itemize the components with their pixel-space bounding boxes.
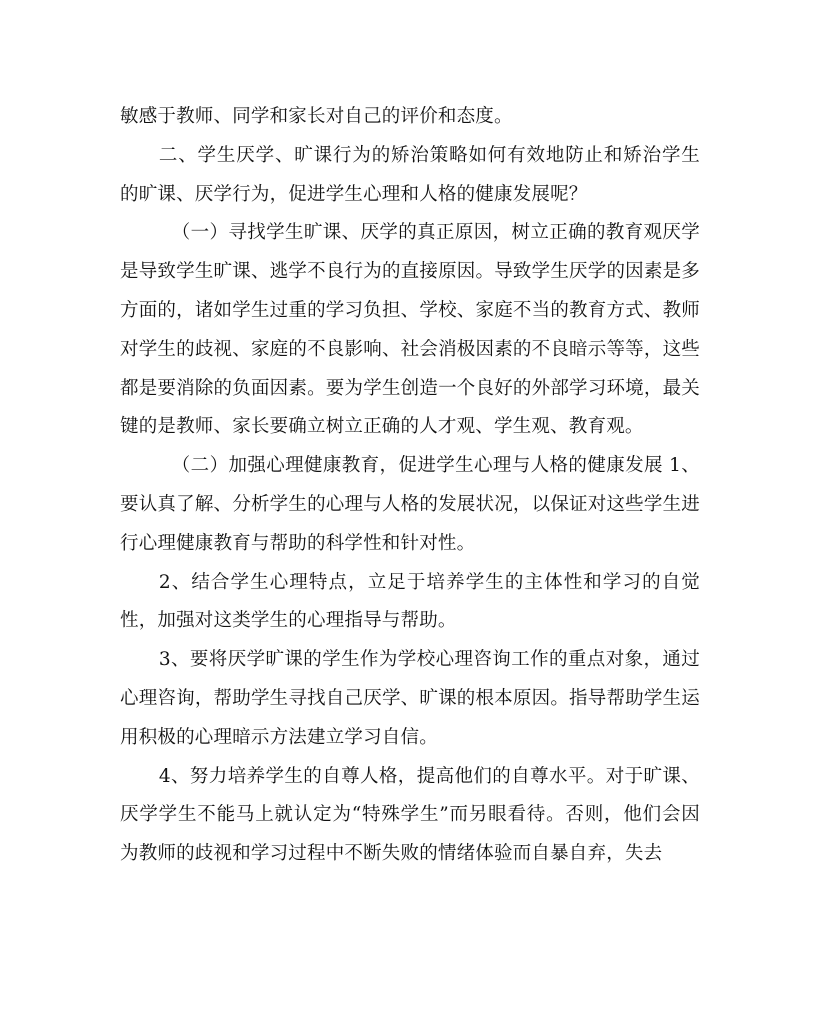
paragraph-section-two-heading: 二、学生厌学、旷课行为的矫治策略如何有效地防止和矫治学生的旷课、厌学行为，促进学生心理和人格的健康发展呢？ xyxy=(120,144,700,205)
paragraph-item-three: 3、要将厌学旷课的学生作为学校心理咨询工作的重点对象，通过心理咨询，帮助学生寻找自己厌学、旷课的根本原因。指导帮助学生运用积极的心理暗示方法建立学习自信。 xyxy=(120,649,700,748)
document-body xyxy=(120,98,700,874)
paragraph-continuation: 敏感于教师、同学和家长对自己的评价和态度。 xyxy=(120,106,513,127)
paragraph-item-four: 4、努力培养学生的自尊人格，提高他们的自尊水平。对于旷课、厌学学生不能马上就认定为“特殊学生”而另眼看待。否则，他们会因为教师的歧视和学习过程中不断失败的情绪体验而自暴自弃，失去 xyxy=(120,765,700,865)
paragraph-item-two: 2、结合学生心理特点，立足于培养学生的主体性和学习的自觉性，加强对这类学生的心理指导与帮助。 xyxy=(120,571,700,632)
paragraph-subsection-one: （一）寻找学生旷课、厌学的真正原因，树立正确的教育观厌学是导致学生旷课、逃学不良行为的直接原因。导致学生厌学的因素是多方面的，诸如学生过重的学习负担、学校、家庭不当的教育方式、教师对学生的歧视、家庭的不良影响、社会消极因素的不良暗示等等，这些都是要消除的负面因素。要为学生创造一个良好的外部学习环境，最关键的是教师、家长要确立树立正确的人才观、学生观、教育观。 xyxy=(120,222,700,438)
paragraph-subsection-two: （二）加强心理健康教育，促进学生心理与人格的健康发展 1、要认真了解、分析学生的心理与人格的发展状况，以保证对这些学生进行心理健康教育与帮助的科学性和针对性。 xyxy=(120,455,700,554)
